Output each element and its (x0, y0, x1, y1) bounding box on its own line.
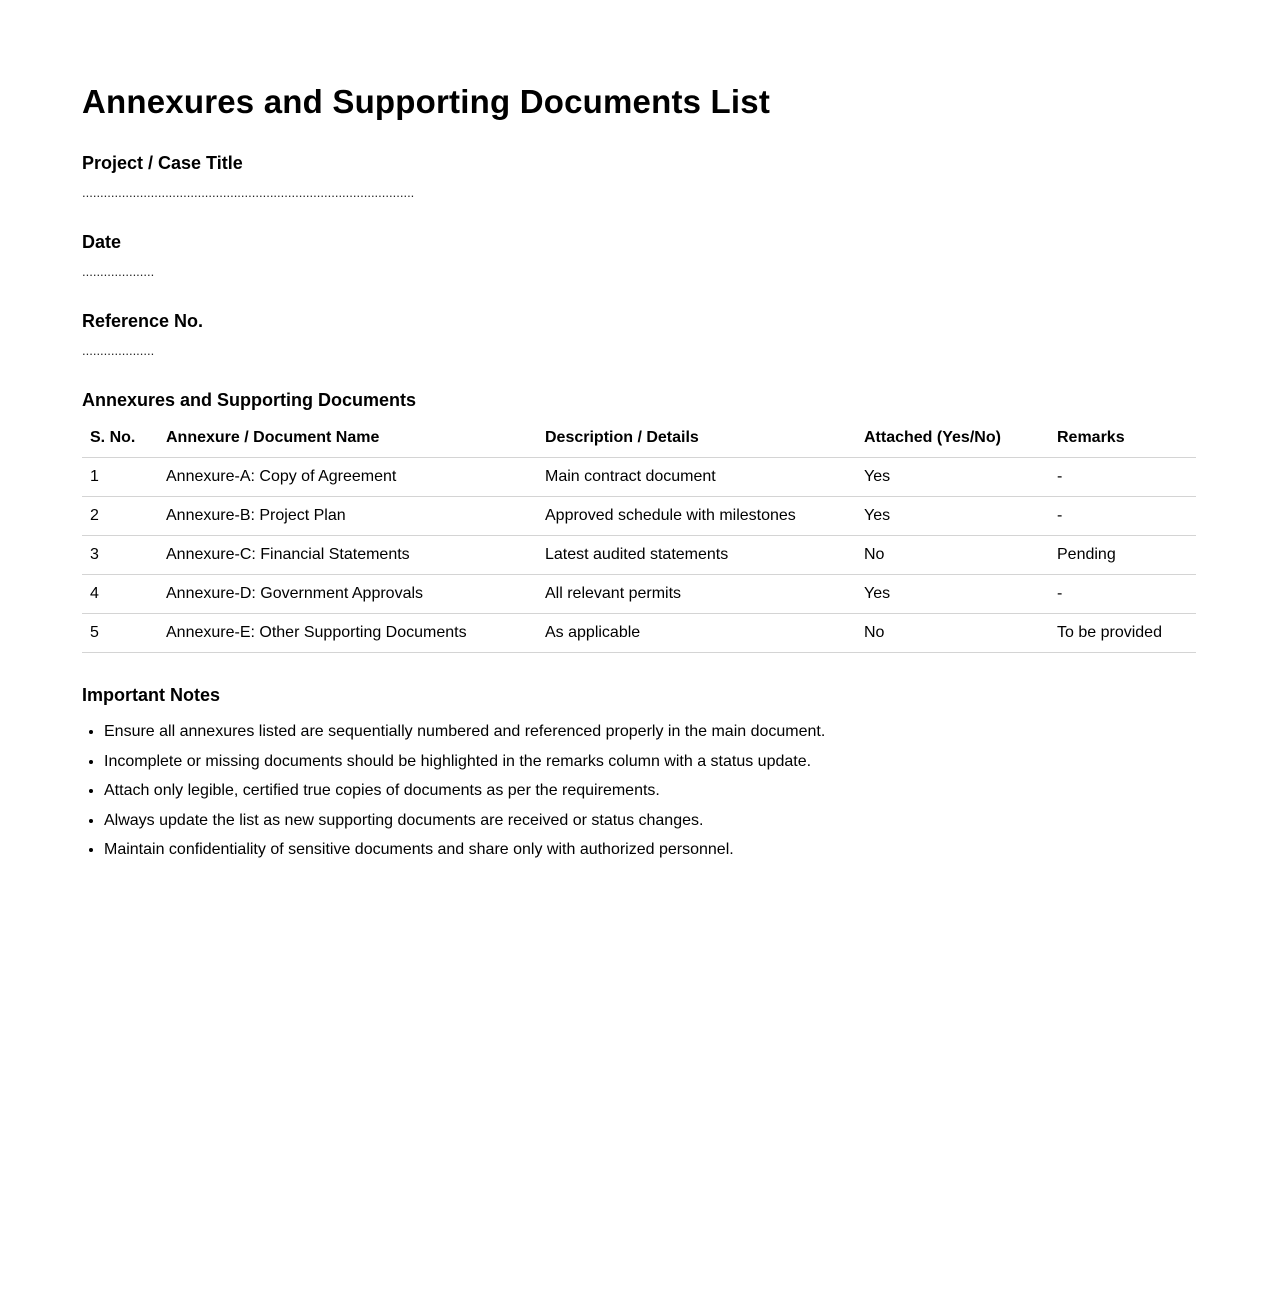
reference-number-label: Reference No. (82, 311, 204, 331)
column-header-name: Annexure / Document Name (158, 418, 537, 458)
annexures-table (82, 418, 1196, 653)
cell-sno: 2 (82, 497, 158, 536)
cell-description: Main contract document (537, 458, 856, 497)
table-row (82, 536, 1196, 575)
column-header-description: Description / Details (537, 418, 856, 458)
cell-sno: 5 (82, 614, 158, 653)
cell-sno: 4 (82, 575, 158, 614)
cell-attached: Yes (856, 497, 1049, 536)
list-item: • Ensure all annexures listed are sequentially numbered and referenced properly in the main document. (104, 722, 825, 742)
cell-sno: 3 (82, 536, 158, 575)
cell-description: Approved schedule with milestones (537, 497, 856, 536)
cell-remarks: To be provided (1049, 614, 1196, 653)
reference-number-field: .................... (82, 344, 155, 358)
list-item: • Always update the list as new supporting documents are received or status changes. (104, 811, 825, 831)
column-header-remarks: Remarks (1049, 418, 1196, 458)
project-title-field: ............................................................................................ (82, 186, 415, 200)
column-header-sno: S. No. (82, 418, 158, 458)
table-row (82, 575, 1196, 614)
list-item: • Attach only legible, certified true copies of documents as per the requirements. (104, 781, 825, 801)
cell-remarks: Pending (1049, 536, 1196, 575)
cell-name: Annexure-B: Project Plan (158, 497, 537, 536)
page-title: Annexures and Supporting Documents List (82, 83, 771, 120)
important-notes-list (82, 722, 825, 870)
cell-attached: No (856, 614, 1049, 653)
cell-name: Annexure-E: Other Supporting Documents (158, 614, 537, 653)
cell-description: All relevant permits (537, 575, 856, 614)
table-row (82, 614, 1196, 653)
date-field: .................... (82, 265, 155, 279)
table-header-row (82, 418, 1196, 458)
project-title-label: Project / Case Title (82, 153, 243, 173)
cell-attached: No (856, 536, 1049, 575)
cell-name: Annexure-A: Copy of Agreement (158, 458, 537, 497)
cell-remarks: - (1049, 497, 1196, 536)
cell-sno: 1 (82, 458, 158, 497)
cell-description: Latest audited statements (537, 536, 856, 575)
cell-name: Annexure-C: Financial Statements (158, 536, 537, 575)
cell-remarks: - (1049, 575, 1196, 614)
important-notes-heading: Important Notes (82, 685, 221, 705)
column-header-attached: Attached (Yes/No) (856, 418, 1049, 458)
cell-attached: Yes (856, 575, 1049, 614)
table-row (82, 497, 1196, 536)
table-row (82, 458, 1196, 497)
cell-attached: Yes (856, 458, 1049, 497)
list-item: • Incomplete or missing documents should be highlighted in the remarks column with a status update. (104, 752, 825, 772)
cell-name: Annexure-D: Government Approvals (158, 575, 537, 614)
cell-remarks: - (1049, 458, 1196, 497)
date-label: Date (82, 232, 122, 252)
annexures-heading: Annexures and Supporting Documents (82, 390, 417, 410)
list-item: • Maintain confidentiality of sensitive documents and share only with authorized personnel. (104, 840, 825, 860)
cell-description: As applicable (537, 614, 856, 653)
